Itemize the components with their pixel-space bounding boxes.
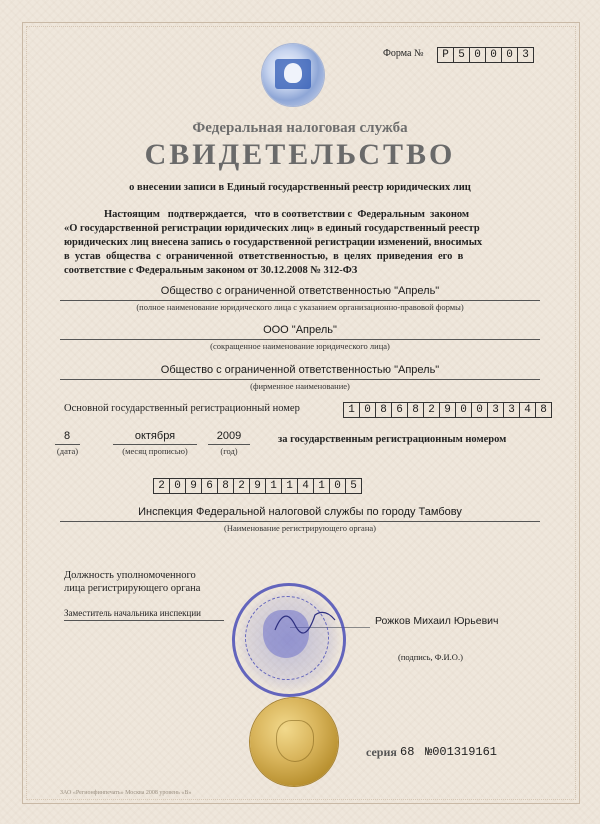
digit-box: 4 bbox=[519, 402, 535, 418]
ogrn-number bbox=[343, 402, 552, 418]
digit-box: 9 bbox=[185, 478, 201, 494]
signature-scribble bbox=[270, 600, 340, 640]
digit-box: 5 bbox=[345, 478, 362, 494]
divider bbox=[55, 444, 80, 445]
printer-footer: ЗАО «Регионфинпечать» Москва 2008 уровень «В» bbox=[60, 790, 192, 796]
signer-name: Рожков Михаил Юрьевич bbox=[375, 615, 499, 627]
full-name-value: Общество с ограниченной ответственностью "Апрель" bbox=[160, 285, 440, 297]
divider bbox=[208, 444, 250, 445]
digit-box: 2 bbox=[233, 478, 249, 494]
paragraph-line: Настоящим подтверждается, что в соответствии с Федеральным законом bbox=[104, 209, 470, 220]
digit-box: 1 bbox=[281, 478, 297, 494]
digit-box: 3 bbox=[517, 47, 534, 63]
authority-name: Инспекция Федеральной налоговой службы по городу Тамбову bbox=[138, 506, 462, 518]
agency-name: Федеральная налоговая служба bbox=[192, 120, 408, 136]
divider bbox=[60, 379, 540, 380]
digit-box: 8 bbox=[375, 402, 391, 418]
digit-box: 0 bbox=[455, 402, 471, 418]
digit-box: 8 bbox=[535, 402, 552, 418]
digit-box: 5 bbox=[453, 47, 469, 63]
day-value: 8 bbox=[63, 430, 71, 442]
brand-name-value: Общество с ограниченной ответственностью "Апрель" bbox=[160, 364, 440, 376]
form-label: Форма № bbox=[383, 48, 424, 59]
signature-caption: (подпись, Ф.И.О.) bbox=[398, 652, 463, 662]
position-label-line: Должность уполномоченного bbox=[64, 570, 196, 581]
digit-box: 3 bbox=[487, 402, 503, 418]
position-label-line: лица регистрирующего органа bbox=[64, 583, 201, 594]
digit-box: 1 bbox=[343, 402, 359, 418]
short-name-value: ООО "Апрель" bbox=[263, 324, 337, 336]
paragraph-line: «О государственной регистрации юридических лиц» в единый государственный реестр bbox=[64, 223, 480, 234]
year-caption: (год) bbox=[220, 446, 238, 456]
digit-box: 2 bbox=[423, 402, 439, 418]
digit-box: 0 bbox=[501, 47, 517, 63]
divider bbox=[60, 521, 540, 522]
digit-box: 8 bbox=[217, 478, 233, 494]
digit-box: 8 bbox=[407, 402, 423, 418]
digit-box: 0 bbox=[169, 478, 185, 494]
digit-box: 0 bbox=[359, 402, 375, 418]
digit-box: 0 bbox=[471, 402, 487, 418]
authority-caption: (Наименование регистрирующего органа) bbox=[224, 523, 376, 533]
digit-box: 3 bbox=[503, 402, 519, 418]
short-name-caption: (сокращенное наименование юридического лица) bbox=[210, 341, 390, 351]
divider bbox=[113, 444, 197, 445]
registration-number-label: за государственным регистрационным номером bbox=[278, 434, 507, 445]
digit-box: 9 bbox=[249, 478, 265, 494]
hologram-icon bbox=[262, 44, 324, 106]
divider bbox=[60, 339, 540, 340]
year-value: 2009 bbox=[216, 430, 242, 442]
digit-box: 6 bbox=[201, 478, 217, 494]
paragraph-line: в устав общества с ограниченной ответственностью, в целях приведения его в bbox=[64, 251, 464, 262]
gold-seal-icon bbox=[250, 698, 338, 786]
digit-box: 0 bbox=[485, 47, 501, 63]
brand-name-caption: (фирменное наименование) bbox=[250, 381, 350, 391]
day-caption: (дата) bbox=[56, 446, 79, 456]
digit-box: 0 bbox=[469, 47, 485, 63]
position-value: Заместитель начальника инспекции bbox=[64, 608, 201, 618]
position-label bbox=[64, 569, 200, 595]
serial-number: №001319161 bbox=[425, 745, 498, 759]
paragraph-line: юридических лиц внесена запись о государственной регистрации изменений, вносимых bbox=[64, 237, 483, 248]
divider bbox=[60, 300, 540, 301]
month-caption: (месяц прописью) bbox=[122, 446, 188, 456]
certificate-title: СВИДЕТЕЛЬСТВО bbox=[144, 138, 456, 171]
full-name-caption: (полное наименование юридического лица с указанием организационно-правовой формы) bbox=[136, 302, 464, 312]
digit-box: 1 bbox=[313, 478, 329, 494]
digit-box: 2 bbox=[153, 478, 169, 494]
digit-box: Р bbox=[437, 47, 453, 63]
digit-box: 1 bbox=[265, 478, 281, 494]
form-number bbox=[437, 47, 534, 63]
month-value: октября bbox=[134, 430, 176, 442]
paragraph-line: соответствие с Федеральным законом от 30.12.2008 № 312-ФЗ bbox=[64, 265, 358, 276]
certificate-subtitle: о внесении записи в Единый государственный реестр юридических лиц bbox=[129, 182, 471, 193]
digit-box: 9 bbox=[439, 402, 455, 418]
serial-series: 68 bbox=[400, 745, 415, 759]
serial-label: серия bbox=[366, 745, 397, 759]
digit-box: 4 bbox=[297, 478, 313, 494]
digit-box: 6 bbox=[391, 402, 407, 418]
grn-number bbox=[153, 478, 362, 494]
confirmation-paragraph bbox=[64, 208, 540, 278]
ogrn-label: Основной государственный регистрационный номер bbox=[64, 403, 300, 414]
digit-box: 0 bbox=[329, 478, 345, 494]
divider bbox=[64, 620, 224, 621]
